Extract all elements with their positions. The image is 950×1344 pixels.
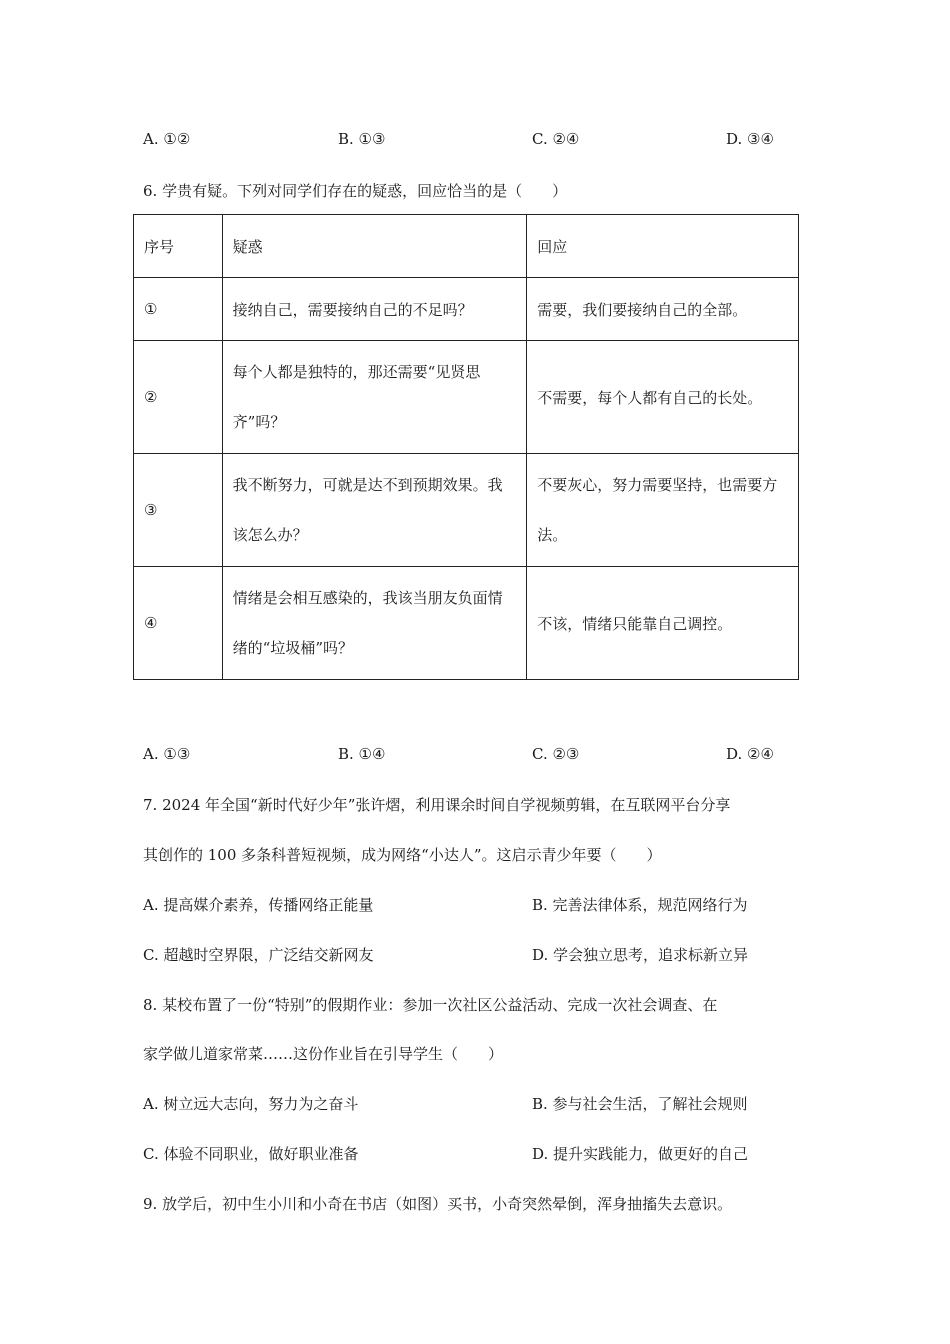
row-no: ①	[134, 278, 223, 341]
table-row	[134, 567, 799, 680]
q8-option-c: C. 体验不同职业，做好职业准备	[143, 1145, 359, 1163]
header-no: 序号	[134, 215, 223, 278]
q8-option-a: A. 树立远大志向，努力为之奋斗	[143, 1095, 359, 1113]
q6-stem: 6. 学贵有疑。下列对同学们存在的疑惑，回应恰当的是（ ）	[143, 182, 568, 200]
row-reply: 不需要，每个人都有自己的长处。	[527, 341, 799, 454]
q5-options	[143, 130, 823, 154]
q7-option-c: C. 超越时空界限，广泛结交新网友	[143, 946, 374, 964]
q6-option-b: B. ①④	[338, 745, 386, 763]
table-header-row	[134, 215, 799, 278]
q6-option-d: D. ②④	[726, 745, 774, 763]
q6-option-c: C. ②③	[532, 745, 580, 763]
row-reply: 需要，我们要接纳自己的全部。	[527, 278, 799, 341]
q5-option-a: A. ①②	[143, 130, 191, 148]
row-reply: 不要灰心，努力需要坚持，也需要方法。	[527, 454, 799, 567]
q7-option-d: D. 学会独立思考，追求标新立异	[532, 946, 749, 964]
q6-options	[143, 745, 823, 769]
table-row	[134, 341, 799, 454]
q8-option-b: B. 参与社会生活，了解社会规则	[532, 1095, 748, 1113]
table-row	[134, 454, 799, 567]
q5-option-d: D. ③④	[726, 130, 774, 148]
q7-stem-line2: 其创作的 100 多条科普短视频，成为网络“小达人”。这启示青少年要（ ）	[143, 846, 662, 864]
q8-option-d: D. 提升实践能力，做更好的自己	[532, 1145, 749, 1163]
row-doubt: 我不断努力，可就是达不到预期效果。我该怎么办？	[222, 454, 527, 567]
q8-stem-line2: 家学做儿道家常菜……这份作业旨在引导学生（ ）	[143, 1045, 504, 1063]
row-no: ③	[134, 454, 223, 567]
table-row	[134, 278, 799, 341]
row-doubt: 情绪是会相互感染的，我该当朋友负面情绪的“垃圾桶”吗？	[222, 567, 527, 680]
row-no: ④	[134, 567, 223, 680]
row-no: ②	[134, 341, 223, 454]
q9-stem-line1: 9. 放学后，初中生小川和小奇在书店（如图）买书，小奇突然晕倒，浑身抽搐失去意识。	[143, 1195, 733, 1213]
row-doubt: 每个人都是独特的，那还需要“见贤思齐”吗？	[222, 341, 527, 454]
q6-table	[133, 214, 799, 680]
row-reply: 不该，情绪只能靠自己调控。	[527, 567, 799, 680]
q6-option-a: A. ①③	[143, 745, 191, 763]
q7-stem-line1: 7. 2024 年全国“新时代好少年”张许熠，利用课余时间自学视频剪辑，在互联网平台分享	[143, 796, 731, 814]
q5-option-c: C. ②④	[532, 130, 580, 148]
q5-option-b: B. ①③	[338, 130, 386, 148]
q8-stem-line1: 8. 某校布置了一份“特别”的假期作业：参加一次社区公益活动、完成一次社会调查、在	[143, 996, 718, 1014]
row-doubt: 接纳自己，需要接纳自己的不足吗？	[222, 278, 527, 341]
header-reply: 回应	[527, 215, 799, 278]
q7-option-b: B. 完善法律体系，规范网络行为	[532, 896, 748, 914]
q7-option-a: A. 提高媒介素养，传播网络正能量	[143, 896, 374, 914]
header-doubt: 疑惑	[222, 215, 527, 278]
